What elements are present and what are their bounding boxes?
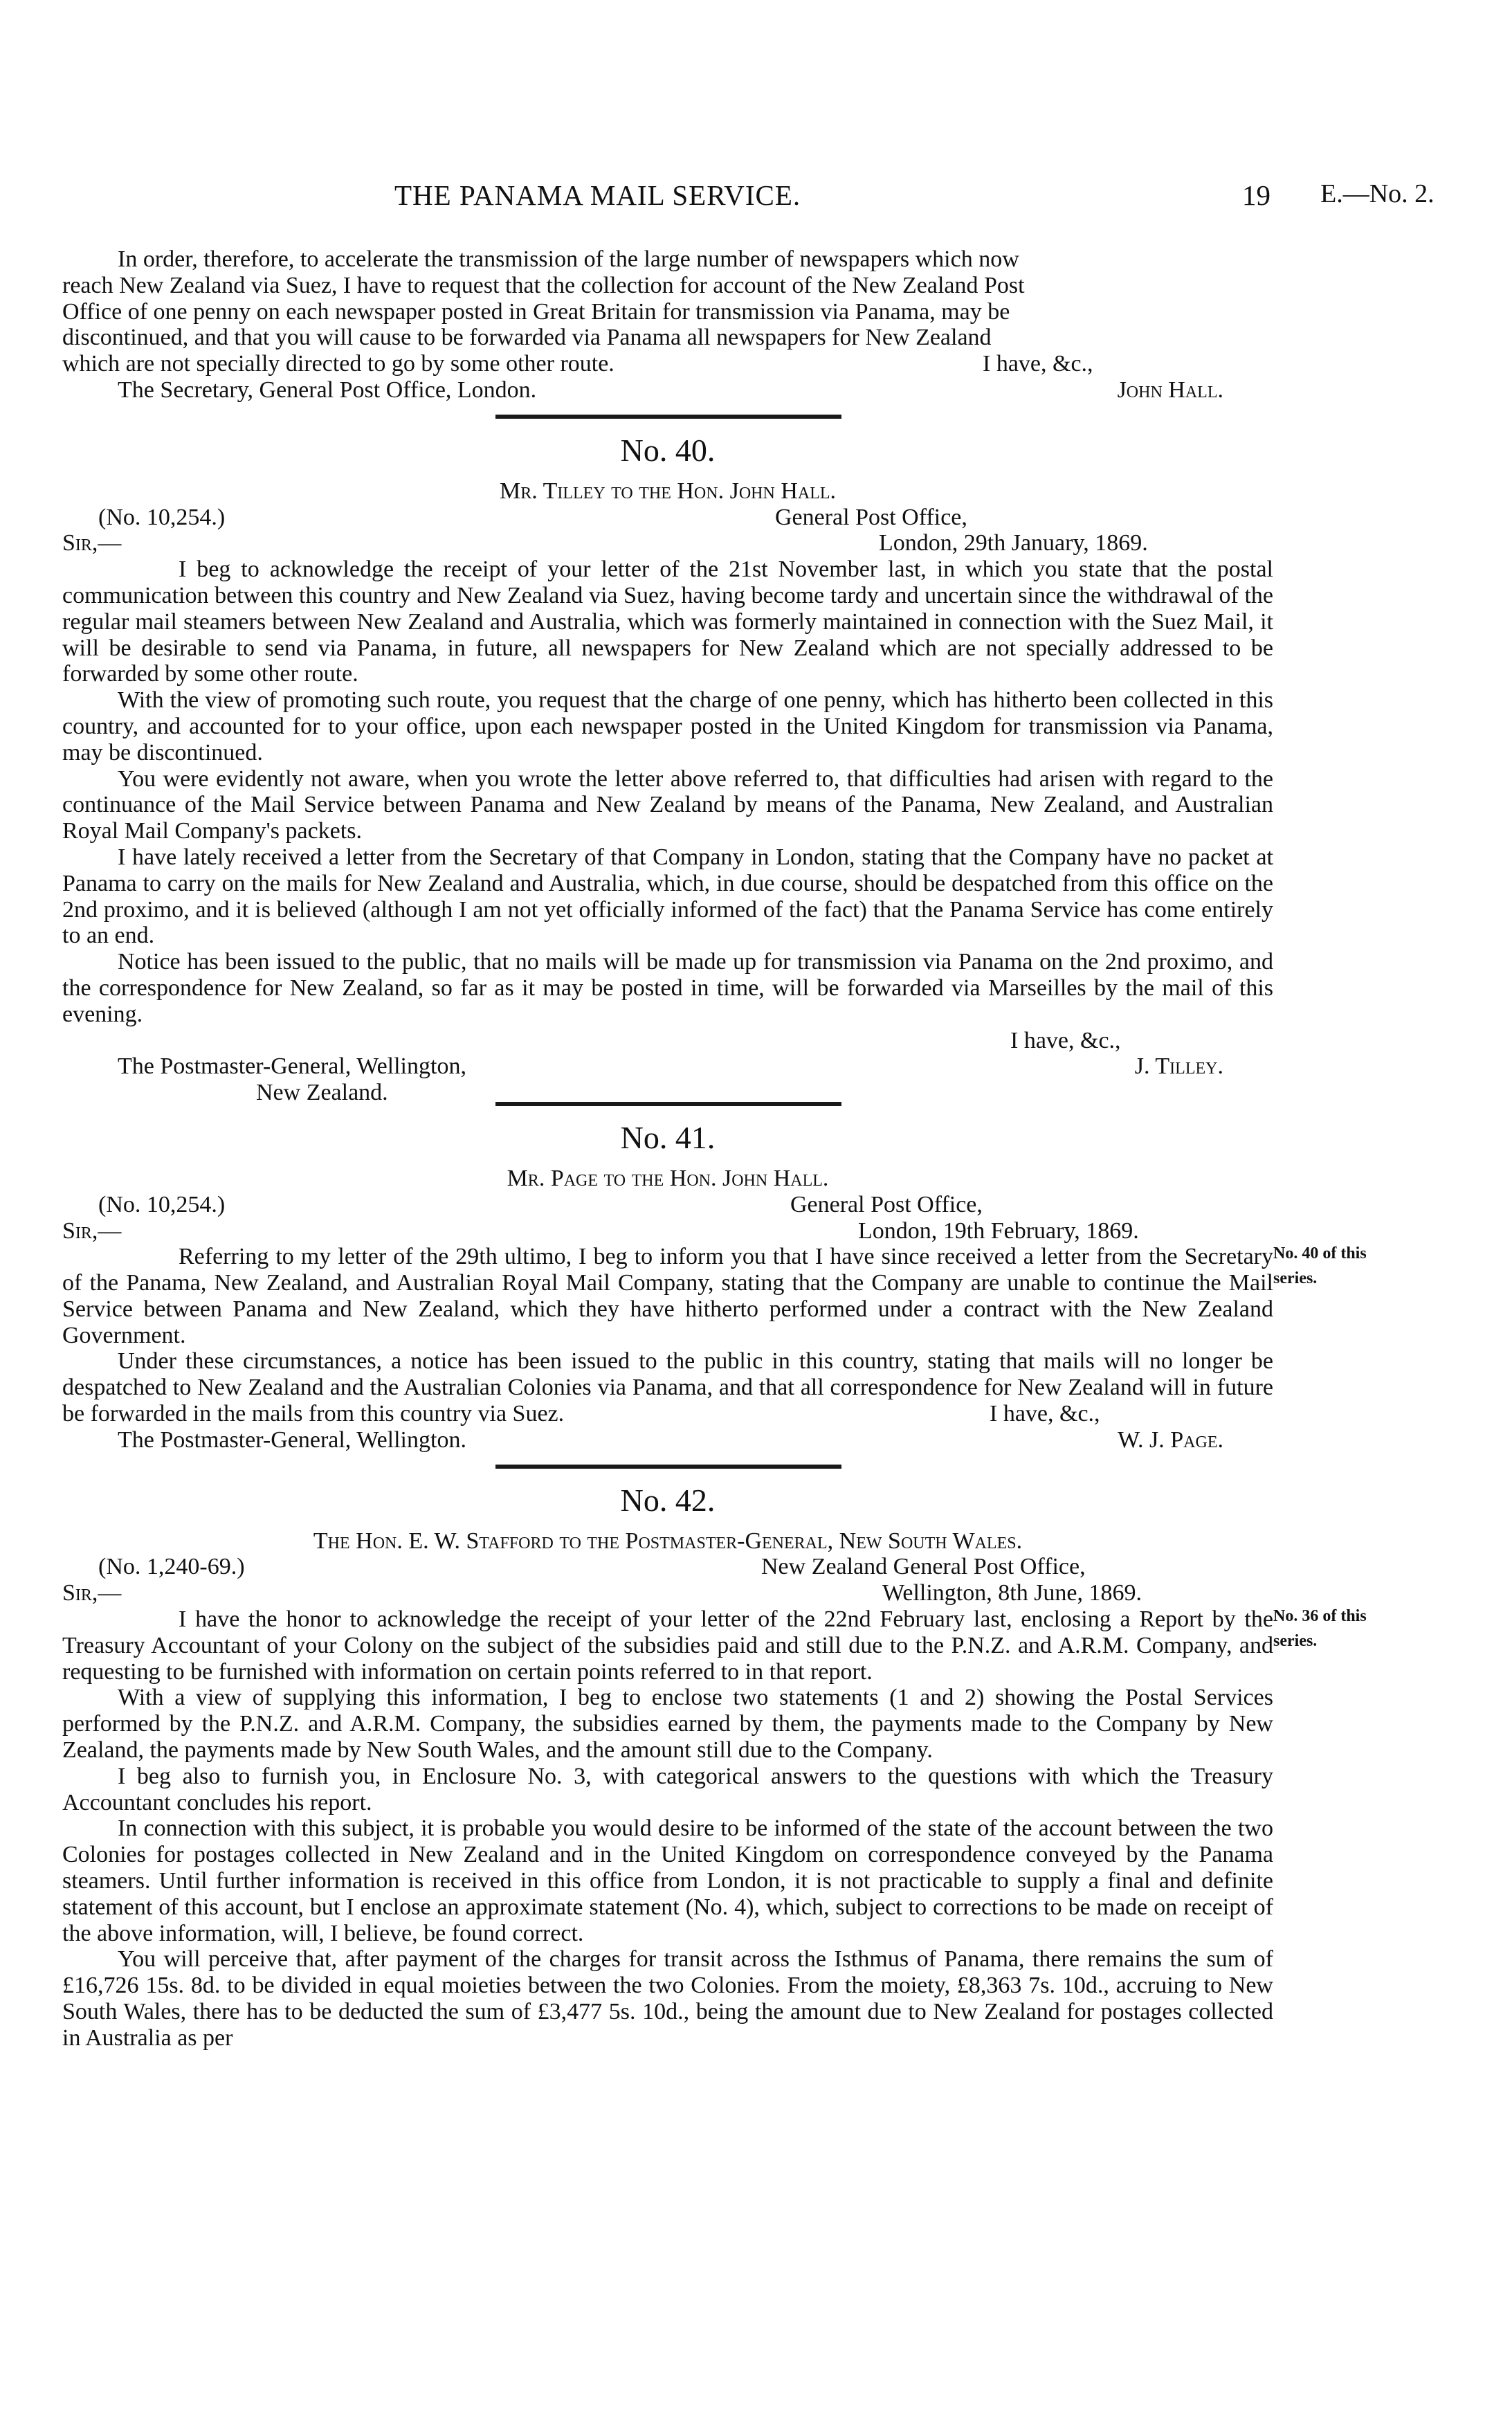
letter-42 <box>62 1480 1367 2051</box>
letter-salutation-row <box>62 1580 1273 1606</box>
letter-salutation-row <box>62 1218 1273 1244</box>
letter-number: No. 40. <box>620 432 716 468</box>
margin-note: No. 36 of this <box>1273 1607 1367 1626</box>
page-body <box>62 246 1367 2051</box>
letter-heading: Mr. Page to the Hon. John Hall. <box>507 1165 829 1191</box>
letter-ref-row <box>62 1554 1273 1580</box>
letter-signoff <box>62 1427 1273 1453</box>
letter-ref: (No. 1,240-69.) <box>98 1554 245 1580</box>
letter-paragraph: I have lately received a letter from the Secretary of that Company in London, stating that the Company have no packet at Panama to carry on the mails for New Zealand and Australia, which, in due course, should be despatched from this office on the 2nd proximo, and it is believed (although I am not yet officially informed of the fact) that the Panama Service has come entirely to an end. <box>62 844 1273 949</box>
letter-addressee-row <box>62 1080 1273 1106</box>
letter-signature: W. J. Page. <box>1118 1426 1223 1453</box>
letter-number: No. 41. <box>620 1119 716 1155</box>
document-reference: E.—No. 2. <box>1320 179 1434 208</box>
salutation: Sir,— <box>62 1580 122 1606</box>
letter-paragraph-wrap <box>62 1244 1367 1348</box>
letter-40 <box>62 430 1273 1106</box>
letter-paragraph: With the view of promoting such route, you request that the charge of one penny, which has hitherto been collected in this country, and accounted for to your office, upon each newspaper posted in the United Kingdom for transmission via Panama, may be discontinued. <box>62 687 1273 765</box>
letter-paragraph: In connection with this subject, it is probable you would desire to be informed of the state of the account between the two Colonies for postages collected in New Zealand and in the United Kingdom on correspondence conveyed by the Panama steamers. Until further information is received in this office from London, it is not practicable to supply a final and definite statement of this account, but I enclose an approximate statement (No. 4), which, subject to corrections to be made on receipt of the above information, will, I believe, be found correct. <box>62 1815 1273 1946</box>
letter-paragraph: I beg to acknowledge the receipt of your letter of the 21st November last, in which you state that the postal communication between this country and New Zealand via Suez, having become tardy and uncertain since the withdrawal of the regular mail steamers between New Zealand and Australia, which was formerly maintained in connection with the Suez Mail, it will be desirable to send via Panama, in future, all newspapers for New Zealand which are not specially addressed to be forwarded by some other route. <box>62 556 1273 687</box>
letter-paragraph: You were evidently not aware, when you wrote the letter above referred to, that difficulties had arisen with regard to the continuance of the Mail Service between Panama and New Zealand by means of the Panama, New Zealand, and Australian Royal Mail Company's packets. <box>62 765 1273 844</box>
letter-paragraph: You will perceive that, after payment of the charges for transit across the Isthmus of Panama, there remains the sum of £16,726 15s. 8d. to be divided in equal moieties between the two Colonies. From the moiety, £8,363 7s. 10d., accruing to New South Wales, there has to be deducted the sum of £3,477 5s. 10d., being the amount due to New Zealand for postages collected in Australia as per <box>62 1946 1273 2051</box>
running-title: THE PANAMA MAIL SERVICE. <box>394 179 801 211</box>
margin-note: No. 40 of this <box>1273 1244 1367 1263</box>
letter-ref-row <box>62 1192 1273 1218</box>
intro-line: reach New Zealand via Suez, I have to request that the collection for account of the New Zealand Post <box>62 272 1025 298</box>
letter-closing-row <box>62 1028 1273 1054</box>
section-divider <box>495 1465 841 1469</box>
letter-paragraph-wrap <box>62 1606 1367 1685</box>
intro-signature: John Hall. <box>1117 377 1223 403</box>
letter-paragraph: I beg also to furnish you, in Enclosure No. 3, with categorical answers to the questions with which the Treasury Accountant concludes his report. <box>62 1763 1273 1815</box>
letter-paragraph: Under these circumstances, a notice has been issued to the public in this country, stating that mails will no longer be despatched to New Zealand and the Australian Colonies via Panama, and that all correspondence for New Zealand will in future be forwarded in the mails from this country via Suez. <box>62 1348 1273 1427</box>
intro-last-line <box>62 351 1273 377</box>
letter-heading: The Hon. E. W. Stafford to the Postmaster-General, New South Wales. <box>313 1528 1023 1554</box>
letter-paragraph: I have the honor to acknowledge the receipt of your letter of the 22nd February last, enclosing a Report by the Treasury Accountant of your Colony on the subject of the subsidies paid and still due to the P.N.Z. and A.R.M. Company, and requesting to be furnished with information on certain points referred to in that report. <box>62 1606 1273 1685</box>
letter-signoff <box>62 1053 1273 1080</box>
letter-paragraph: Notice has been issued to the public, that no mails will be made up for transmission via Panama on the 2nd proximo, and the correspondence for New Zealand, so far as it may be posted in time, will be forwarded via Marseilles by the mail of this evening. <box>62 949 1273 1027</box>
letter-date: London, 29th January, 1869. <box>879 530 1148 556</box>
letter-number: No. 42. <box>620 1482 716 1518</box>
letter-addressee-line2: New Zealand. <box>256 1080 388 1106</box>
letter-ref-row <box>62 505 1273 531</box>
letter-ref: (No. 10,254.) <box>98 1191 226 1217</box>
letter-paragraph: Referring to my letter of the 29th ultimo, I beg to inform you that I have since received a letter from the Secretary of the Panama, New Zealand, and Australian Royal Mail Company, stating that the Company are unable to continue the Mail Service between Panama and New Zealand, which they have hitherto performed under a contract with the New Zealand Government. <box>62 1244 1273 1348</box>
intro-line: Office of one penny on each newspaper posted in Great Britain for transmission via Panama, may be <box>62 298 1010 325</box>
letter-41 <box>62 1117 1367 1453</box>
letter-ref: (No. 10,254.) <box>98 504 226 530</box>
letter-signature: J. Tilley. <box>1134 1053 1223 1080</box>
letter-office: New Zealand General Post Office, <box>761 1554 1086 1580</box>
margin-note: series. <box>1273 1269 1318 1288</box>
letter-office: General Post Office, <box>775 504 967 530</box>
intro-paragraph <box>62 246 1273 404</box>
intro-line: In order, therefore, to accelerate the transmission of the large number of newspapers which now <box>118 246 1019 272</box>
margin-note: series. <box>1273 1632 1318 1651</box>
letter-closing: I have, &c., <box>990 1401 1100 1427</box>
page-number: 19 <box>1242 179 1270 211</box>
page-header <box>62 179 1434 220</box>
intro-addressee: The Secretary, General Post Office, London. <box>118 377 537 403</box>
intro-closing: I have, &c., <box>983 351 1093 377</box>
letter-office: General Post Office, <box>790 1191 983 1217</box>
salutation: Sir,— <box>62 1217 122 1244</box>
letter-closing: I have, &c., <box>1010 1027 1121 1053</box>
intro-line: which are not specially directed to go by some other route. <box>62 351 614 377</box>
section-divider <box>495 415 841 419</box>
letter-heading: Mr. Tilley to the Hon. John Hall. <box>499 478 837 504</box>
intro-signoff <box>62 377 1273 404</box>
letter-date: London, 19th February, 1869. <box>858 1217 1139 1244</box>
letter-addressee: The Postmaster-General, Wellington, <box>118 1053 466 1080</box>
letter-date: Wellington, 8th June, 1869. <box>882 1580 1142 1606</box>
intro-line: discontinued, and that you will cause to be forwarded via Panama all newspapers for New Zealand <box>62 325 992 351</box>
letter-addressee: The Postmaster-General, Wellington. <box>118 1426 466 1453</box>
letter-salutation-row <box>62 530 1273 556</box>
letter-closing-row <box>62 1401 1273 1427</box>
letter-paragraph: With a view of supplying this information, I beg to enclose two statements (1 and 2) showing the Postal Services performed by the P.N.Z. and A.R.M. Company, the subsidies earned by them, the payments made to the Company by New Zealand, the payments made by New South Wales, and the amount still due to the Company. <box>62 1685 1273 1764</box>
salutation: Sir,— <box>62 530 122 556</box>
